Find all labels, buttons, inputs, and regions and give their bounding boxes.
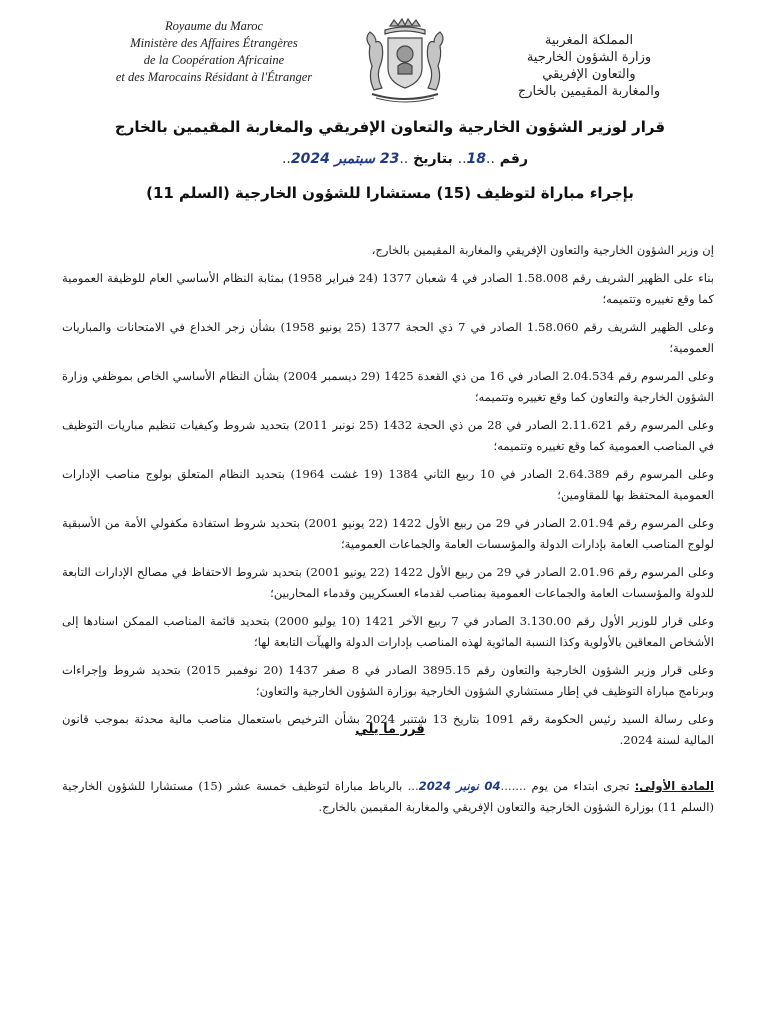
body-paragraph: وعلى الظهير الشريف رقم 1.58.060 الصادر في 7 ذي الحجة 1377 (25 يونيو 1958) بشأن زجر الخداع في الامتحانات والمباريات العمومية؛ <box>62 320 714 355</box>
letterhead-line: المملكة المغربية <box>544 33 634 48</box>
article-text-end: بالرباط مباراة لتوظيف خمسة عشر (15) مستشارا للشؤون الخارجية (السلم 11) بوزارة الشؤون الخارجية والتعاون الإفريقي والمغاربة المقيمين بالخارج. <box>62 779 714 814</box>
decree-title: قرار لوزير الشؤون الخارجية والتعاون الإفريقي والمغاربة المقيمين بالخارج <box>114 118 666 136</box>
body-paragraph: وعلى المرسوم رقم 2.04.534 الصادر في 16 من ذي القعدة 1425 (29 ديسمبر 2004) بشأن النظام الأساسي الخاص بموظفي وزارة الشؤون الخارجية والتعاون كما وقع تغييره وتتميمه؛ <box>62 369 714 404</box>
decree-number: 18 <box>466 151 487 167</box>
body-paragraph: وعلى قرار للوزير الأول رقم 3.130.00 الصادر في 7 ربيع الآخر 1421 (10 يوليو 2000) بتحديد قائمة المناصب الممكن اسنادها إلى الأشخاص المعاقين بالأولوية وكذا النسبة المائوية لهذه المناصب بإدارات الدولة والهيآت التابعة لها؛ <box>62 614 714 649</box>
body-paragraph: وعلى المرسوم رقم 2.01.96 الصادر في 29 من ربيع الأول 1422 (22 يونيو 2001) بتحديد شروط الاحتفاظ في مصالح الإدارات التابعة للدولة والمؤسسات العامة والجماعات العمومية بمناصب لقدماء العسكريين وقدماء المحاربين؛ <box>62 565 714 600</box>
letterhead-line: de la Coopération Africaine <box>143 53 285 67</box>
decree-date: 23 سبتمبر 2024 <box>290 151 400 167</box>
body-paragraph: إن وزير الشؤون الخارجية والتعاون الإفريقي والمغاربة المقيمين بالخارج، <box>371 243 714 257</box>
body-paragraph: بناء على الظهير الشريف رقم 1.58.008 الصادر في 4 شعبان 1377 (24 فبراير 1958) بمثابة النظام الأساسي العام للوظيفة العمومية كما وقع تغييره وتتميمه؛ <box>62 271 714 306</box>
decree-body <box>62 240 714 758</box>
article-heading: المادة الأولى: <box>634 779 714 793</box>
french-letterhead <box>98 18 330 86</box>
article-one: المادة الأولى: تجرى ابتداء من يوم .......04 نونبر 2024... بالرباط مباراة لتوظيف خمسة عشر (15) مستشارا للشؤون الخارجية (السلم 11) بوزارة الشؤون الخارجية والتعاون الإفريقي والمغاربة المقيمين بالخارج. <box>62 779 714 814</box>
letterhead-line: والمغاربة المقيمين بالخارج <box>517 84 661 99</box>
letterhead-line: Ministère des Affaires Étrangères <box>130 36 298 50</box>
exam-date: 04 نونبر 2024 <box>418 779 501 793</box>
letterhead-line: et des Marocains Résidant à l'Étranger <box>115 70 313 84</box>
letterhead-line: وزارة الشؤون الخارجية <box>526 50 652 65</box>
date-label: بتاريخ <box>413 151 453 167</box>
moroccan-coat-of-arms-icon <box>350 16 460 106</box>
body-paragraph: وعلى رسالة السيد رئيس الحكومة رقم 1091 بتاريخ 13 شتنبر 2024 بشأن الترخيص باستعمال مناصب مالية محدثة بموجب قانون المالية لسنة 2024. <box>62 712 714 747</box>
body-paragraph: وعلى المرسوم رقم 2.11.621 الصادر في 28 من ذي الحجة 1432 (25 نونبر 2011) بتحديد شروط وكيفيات تنظيم مباريات التوظيف في المناصب العمومية كما وقع تغييره وتتميمه؛ <box>62 418 714 453</box>
decision-heading: قرر ما يلي <box>355 722 425 737</box>
letterhead-line: والتعاون الإفريقي <box>542 67 636 82</box>
body-paragraph: وعلى المرسوم رقم 2.64.389 الصادر في 10 ربيع الثاني 1384 (19 غشت 1964) بتحديد النظام المتعلق بولوج مناصب الإدارات العمومية المحتفظ بها للمقاومين؛ <box>62 467 714 502</box>
decree-reference: رقم ..18.. بتاريخ ..23 سبتمبر 2024.. <box>281 151 529 167</box>
body-paragraph: وعلى قرار وزير الشؤون الخارجية والتعاون رقم 3895.15 الصادر في 8 صفر 1437 (20 نوفمبر 2015) بتحديد شروط وإجراءات وبرنامج مباراة التوظيف في إطار مستشاري الشؤون الخارجية بوزارة الشؤون الخارجية والتعاون؛ <box>62 663 714 698</box>
number-label: رقم <box>499 151 529 167</box>
letterhead-line: Royaume du Maroc <box>164 19 264 33</box>
arabic-letterhead <box>478 32 700 100</box>
article-text-start: تجرى ابتداء من يوم <box>531 779 630 793</box>
body-paragraph: وعلى المرسوم رقم 2.01.94 الصادر في 29 من ربيع الأول 1422 (22 يونيو 2001) بتحديد شروط استفادة مكفولي الأمة من الأسبقية لولوج المناصب العامة بإدارات الدولة والمؤسسات العامة والجماعات العمومية؛ <box>62 516 714 551</box>
decree-subtitle: بإجراء مباراة لتوظيف (15) مستشارا للشؤون الخارجية (السلم 11) <box>146 184 634 202</box>
